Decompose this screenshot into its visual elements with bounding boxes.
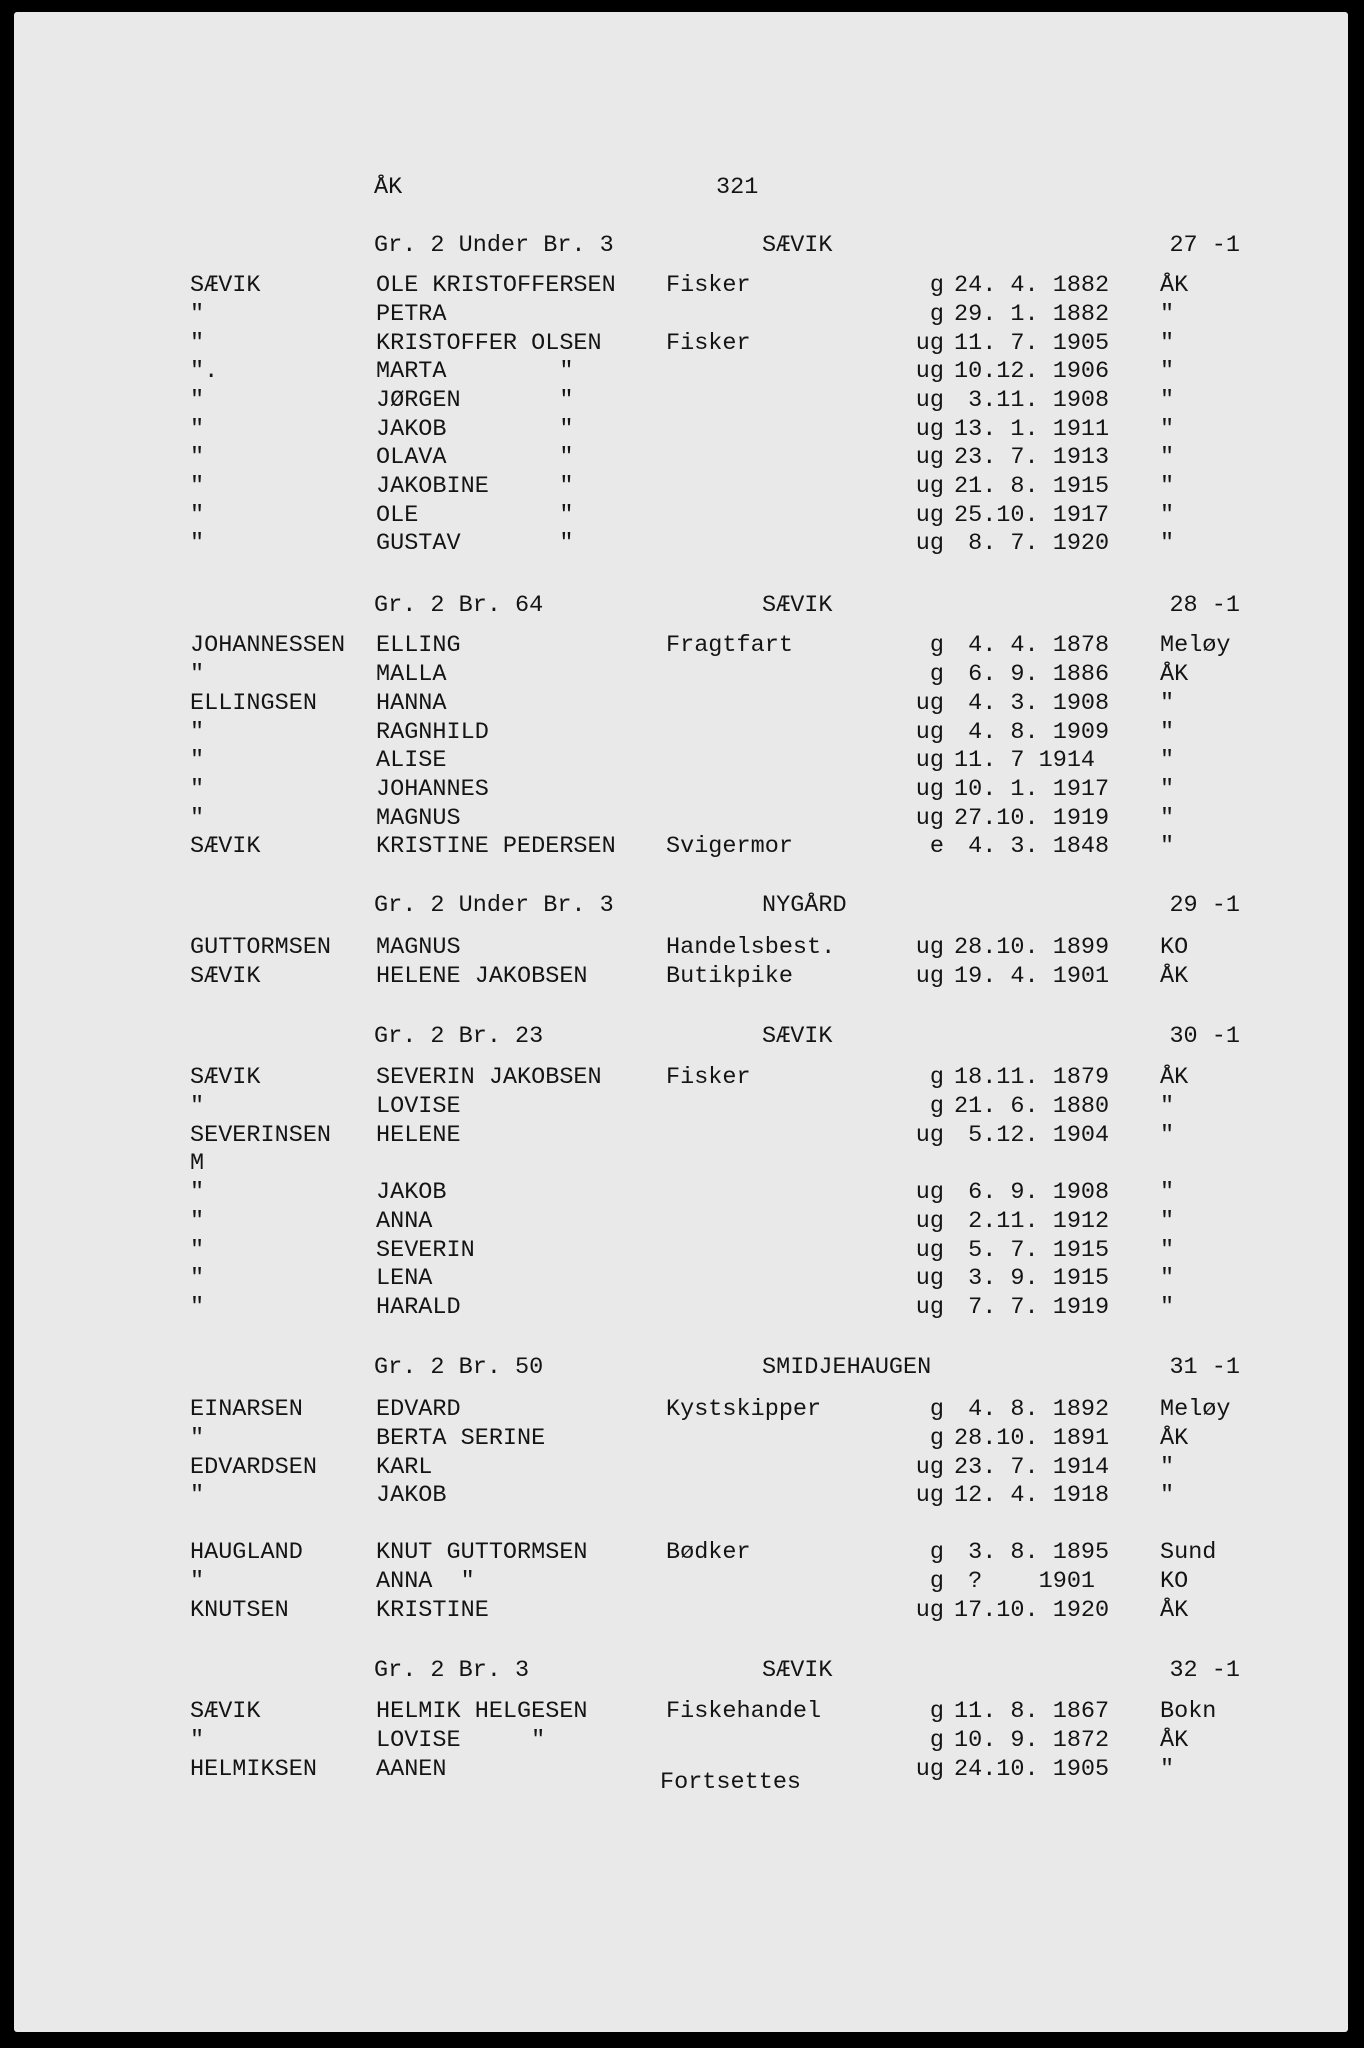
- person-surname: EDVARDSEN: [190, 1454, 317, 1481]
- person-birthplace: ": [1160, 1093, 1175, 1120]
- person-first-name: MARTA ": [376, 358, 574, 385]
- person-birthplace: ": [1160, 301, 1175, 328]
- person-occupation: Fisker: [666, 1064, 751, 1091]
- person-birth-date: 27.10. 1919: [954, 805, 1110, 832]
- person-birth-date: 5.12. 1904: [954, 1122, 1110, 1149]
- person-birth-date: 4. 4. 1878: [954, 632, 1110, 659]
- person-birth-date: 4. 3. 1848: [954, 833, 1110, 860]
- person-first-name: ELLING: [376, 632, 461, 659]
- footer-continues: Fortsettes: [660, 1769, 802, 1796]
- household-place: SÆVIK: [762, 1657, 833, 1684]
- person-birth-date: 4. 8. 1909: [954, 719, 1110, 746]
- person-first-name: EDVARD: [376, 1396, 461, 1423]
- person-surname: ": [190, 661, 205, 688]
- person-surname: ELLINGSEN: [190, 690, 317, 717]
- person-birth-date: 29. 1. 1882: [954, 301, 1110, 328]
- person-birthplace: ": [1160, 530, 1175, 557]
- person-birthplace: ÅK: [1160, 661, 1189, 688]
- person-birth-date: 11. 7 1914: [954, 747, 1096, 774]
- person-surname: SÆVIK: [190, 272, 261, 299]
- person-birth-date: 13. 1. 1911: [954, 416, 1110, 443]
- household-group: Gr. 2 Under Br. 3: [374, 232, 614, 259]
- person-surname: ": [190, 330, 205, 357]
- person-first-name: KRISTINE PEDERSEN: [376, 833, 616, 860]
- document-page: ÅK 321 Gr. 2 Under Br. 3 SÆVIK 1- 27 SÆVIK OLE KRISTOFFERSEN Fisker g 24. 4. 1882 ÅK " PETRA g 29. 1. 1882 " " KRISTOFFER OLSEN Fisker ug 11. 7. 1905 " ". MARTA " ug 10.12. 1906 " " JØRGEN " ug 3.11. 1908 " " JAKOB " ug 13. 1. 1911 " " OLAVA " ug 23. 7. 1913 " " JAKOBINE " ug 21. 8. 1915 " " OLE " ug 25.10. 1917 " " GUSTAV " ug 8. 7. 1920 " Gr. 2 Br. 64 SÆVIK 1- 28 JOHANNESSEN ELLING Fragtfart g 4. 4. 1878 Meløy " MALLA g 6. 9. 1886 ÅK ELLINGSEN HANNA ug 4. 3. 1908 " " RAGNHILD ug 4. 8. 1909 " " ALISE ug 11. 7 1914 " " JOHANNES ug 10. 1. 1917 " " MAGNUS ug 27.10. 1919 " SÆVIK KRISTINE PEDERSEN Svigermor e 4. 3. 1848 " Gr. 2 Under Br. 3 NYGÅRD 1- 29 GUTTORMSEN MAGNUS Handelsbest. ug 28.10. 1899 KO SÆVIK HELENE JAKOBSEN Butikpike ug 19. 4. 1901 ÅK Gr. 2 Br. 23 SÆVIK 1- 30 SÆVIK SEVERIN JAKOBSEN Fisker g 18.11. 1879 ÅK " LOVISE g 21. 6. 1880 " SEVERINSEN M HELENE ug 5.12. 1904 " " JAKOB ug 6. 9. 1908 " " ANNA ug 2.11. 1912 " " SEVERIN ug 5. 7. 1915 " " LENA ug 3. 9. 1915 " " HARALD ug 7. 7. 1919 " Gr. 2 Br. 50 SMIDJEHAUGEN 1- 31 EINARSEN EDVARD Kystskipper g 4. 8. 1892 Meløy " BERTA SERINE g 28.10. 1891 ÅK EDVARDSEN KARL ug 23. 7. 1914 " " JAKOB ug 12. 4. 1918 " HAUGLAND KNUT GUTTORMSEN Bødker g 3. 8. 1895 Sund " ANNA " g ? 1901 KO KNUTSEN KRISTINE ug 17.10. 1920 ÅK Gr. 2 Br. 3 SÆVIK 1- 32 SÆVIK HELMIK HELGESEN Fiskehandel g 11. 8. 1867 Bokn " LOVISE " g 10. 9. 1872 ÅK HELMIKSEN AANEN ug 24.10. 1905 " Fortsettes: [14, 12, 1348, 2032]
- person-birth-date: 24.10. 1905: [954, 1756, 1110, 1783]
- person-first-name: HELENE JAKOBSEN: [376, 963, 588, 990]
- person-surname: ".: [190, 358, 219, 385]
- person-surname: ": [190, 776, 205, 803]
- person-birth-date: 24. 4. 1882: [954, 272, 1110, 299]
- person-birth-date: ? 1901: [954, 1568, 1096, 1595]
- person-occupation: Fiskehandel: [666, 1698, 822, 1725]
- person-first-name: ANNA ": [376, 1568, 475, 1595]
- person-birthplace: ÅK: [1160, 1597, 1189, 1624]
- person-surname: ": [190, 1482, 205, 1509]
- person-first-name: MAGNUS: [376, 805, 461, 832]
- person-first-name: OLAVA ": [376, 444, 574, 471]
- person-first-name: GUSTAV ": [376, 530, 574, 557]
- person-birthplace: ": [1160, 1179, 1175, 1206]
- person-birth-date: 23. 7. 1913: [954, 444, 1110, 471]
- person-surname: ": [190, 1208, 205, 1235]
- person-birthplace: ÅK: [1160, 1425, 1189, 1452]
- person-surname: ": [190, 444, 205, 471]
- person-birth-date: 7. 7. 1919: [954, 1294, 1110, 1321]
- person-surname: SEVERINSEN M: [190, 1122, 332, 1177]
- household-place: SMIDJEHAUGEN: [762, 1354, 932, 1381]
- person-first-name: JAKOB: [376, 1482, 447, 1509]
- person-birth-date: 5. 7. 1915: [954, 1237, 1110, 1264]
- person-surname: ": [190, 387, 205, 414]
- person-first-name: SEVERIN: [376, 1237, 475, 1264]
- person-surname: SÆVIK: [190, 963, 261, 990]
- person-birthplace: ": [1160, 416, 1175, 443]
- person-birthplace: Bokn: [1160, 1698, 1217, 1725]
- parish-heading: ÅK: [374, 174, 403, 201]
- person-first-name: LOVISE: [376, 1093, 461, 1120]
- person-first-name: KARL: [376, 1454, 433, 1481]
- household-place: NYGÅRD: [762, 892, 847, 919]
- person-surname: ": [190, 1727, 205, 1754]
- household-place: SÆVIK: [762, 1023, 833, 1050]
- person-birth-date: 23. 7. 1914: [954, 1454, 1110, 1481]
- person-birth-date: 28.10. 1899: [954, 934, 1110, 961]
- person-first-name: JAKOBINE ": [376, 473, 574, 500]
- person-birthplace: ÅK: [1160, 1727, 1189, 1754]
- person-surname: EINARSEN: [190, 1396, 303, 1423]
- person-first-name: KRISTOFFER OLSEN: [376, 330, 602, 357]
- person-occupation: Fisker: [666, 330, 751, 357]
- person-surname: GUTTORMSEN: [190, 934, 332, 961]
- person-first-name: JAKOB ": [376, 416, 574, 443]
- person-surname: ": [190, 1568, 205, 1595]
- person-first-name: LENA: [376, 1265, 433, 1292]
- person-first-name: MALLA: [376, 661, 447, 688]
- person-birth-date: 17.10. 1920: [954, 1597, 1110, 1624]
- person-birth-date: 11. 8. 1867: [954, 1698, 1110, 1725]
- person-first-name: BERTA SERINE: [376, 1425, 546, 1452]
- person-first-name: RAGNHILD: [376, 719, 489, 746]
- person-birthplace: KO: [1160, 934, 1189, 961]
- person-birth-date: 4. 3. 1908: [954, 690, 1110, 717]
- person-birth-date: 4. 8. 1892: [954, 1396, 1110, 1423]
- person-birthplace: ": [1160, 1237, 1175, 1264]
- person-occupation: Butikpike: [666, 963, 793, 990]
- person-surname: ": [190, 1265, 205, 1292]
- person-surname: ": [190, 747, 205, 774]
- person-first-name: ANNA: [376, 1208, 433, 1235]
- person-surname: ": [190, 805, 205, 832]
- person-birth-date: 2.11. 1912: [954, 1208, 1110, 1235]
- person-birthplace: ": [1160, 1454, 1175, 1481]
- household-group: Gr. 2 Br. 3: [374, 1657, 530, 1684]
- person-first-name: KRISTINE: [376, 1597, 489, 1624]
- person-birthplace: ": [1160, 444, 1175, 471]
- person-surname: HELMIKSEN: [190, 1756, 317, 1783]
- person-first-name: PETRA: [376, 301, 447, 328]
- person-birthplace: KO: [1160, 1568, 1189, 1595]
- person-surname: ": [190, 502, 205, 529]
- person-birth-date: 3. 9. 1915: [954, 1265, 1110, 1292]
- person-occupation: Handelsbest.: [666, 934, 836, 961]
- person-first-name: JAKOB: [376, 1179, 447, 1206]
- person-first-name: LOVISE ": [376, 1727, 546, 1754]
- person-birth-date: 6. 9. 1886: [954, 661, 1110, 688]
- person-birth-date: 21. 8. 1915: [954, 473, 1110, 500]
- person-birthplace: ": [1160, 358, 1175, 385]
- household-place: SÆVIK: [762, 592, 833, 619]
- person-first-name: HANNA: [376, 690, 447, 717]
- person-birth-date: 3.11. 1908: [954, 387, 1110, 414]
- person-birth-date: 10. 1. 1917: [954, 776, 1110, 803]
- person-first-name: KNUT GUTTORMSEN: [376, 1539, 588, 1566]
- person-first-name: HELENE: [376, 1122, 461, 1149]
- person-birth-date: 21. 6. 1880: [954, 1093, 1110, 1120]
- person-occupation: Kystskipper: [666, 1396, 822, 1423]
- household-group: Gr. 2 Br. 64: [374, 592, 544, 619]
- person-birth-date: 8. 7. 1920: [954, 530, 1110, 557]
- person-surname: ": [190, 1093, 205, 1120]
- person-first-name: AANEN: [376, 1756, 447, 1783]
- person-birthplace: ÅK: [1160, 1064, 1189, 1091]
- person-birth-date: 10.12. 1906: [954, 358, 1110, 385]
- person-birthplace: ": [1160, 776, 1175, 803]
- person-birthplace: Meløy: [1160, 632, 1231, 659]
- person-birthplace: ": [1160, 387, 1175, 414]
- person-surname: ": [190, 1237, 205, 1264]
- person-birthplace: ": [1160, 1294, 1175, 1321]
- person-birthplace: ÅK: [1160, 963, 1189, 990]
- person-surname: JOHANNESSEN: [190, 632, 346, 659]
- person-first-name: SEVERIN JAKOBSEN: [376, 1064, 602, 1091]
- person-surname: ": [190, 530, 205, 557]
- person-birth-date: 6. 9. 1908: [954, 1179, 1110, 1206]
- person-occupation: Bødker: [666, 1539, 751, 1566]
- person-birth-date: 12. 4. 1918: [954, 1482, 1110, 1509]
- person-birthplace: ": [1160, 330, 1175, 357]
- person-first-name: HELMIK HELGESEN: [376, 1698, 588, 1725]
- person-surname: ": [190, 719, 205, 746]
- person-first-name: MAGNUS: [376, 934, 461, 961]
- person-birth-date: 10. 9. 1872: [954, 1727, 1110, 1754]
- person-surname: ": [190, 301, 205, 328]
- person-birth-date: 28.10. 1891: [954, 1425, 1110, 1452]
- person-surname: ": [190, 1294, 205, 1321]
- person-birthplace: ": [1160, 1208, 1175, 1235]
- person-birthplace: ": [1160, 473, 1175, 500]
- person-birthplace: ": [1160, 1265, 1175, 1292]
- household-group: Gr. 2 Br. 23: [374, 1023, 544, 1050]
- person-birthplace: ": [1160, 502, 1175, 529]
- person-first-name: ALISE: [376, 747, 447, 774]
- person-birth-date: 3. 8. 1895: [954, 1539, 1110, 1566]
- person-first-name: OLE KRISTOFFERSEN: [376, 272, 616, 299]
- person-surname: HAUGLAND: [190, 1539, 303, 1566]
- person-birthplace: ": [1160, 833, 1175, 860]
- person-birth-date: 25.10. 1917: [954, 502, 1110, 529]
- household-group: Gr. 2 Br. 50: [374, 1354, 544, 1381]
- person-surname: SÆVIK: [190, 1698, 261, 1725]
- person-surname: SÆVIK: [190, 833, 261, 860]
- person-surname: ": [190, 416, 205, 443]
- person-surname: ": [190, 1179, 205, 1206]
- person-birthplace: ": [1160, 747, 1175, 774]
- person-birthplace: Sund: [1160, 1539, 1217, 1566]
- person-surname: ": [190, 1425, 205, 1452]
- person-surname: SÆVIK: [190, 1064, 261, 1091]
- person-birthplace: ÅK: [1160, 272, 1189, 299]
- person-birth-date: 18.11. 1879: [954, 1064, 1110, 1091]
- person-birthplace: Meløy: [1160, 1396, 1231, 1423]
- person-birthplace: ": [1160, 690, 1175, 717]
- person-birthplace: ": [1160, 805, 1175, 832]
- person-birth-date: 11. 7. 1905: [954, 330, 1110, 357]
- person-occupation: Fisker: [666, 272, 751, 299]
- household-group: Gr. 2 Under Br. 3: [374, 892, 614, 919]
- person-first-name: JOHANNES: [376, 776, 489, 803]
- person-occupation: Fragtfart: [666, 632, 793, 659]
- person-birthplace: ": [1160, 1122, 1175, 1149]
- page-number: 321: [716, 174, 759, 201]
- person-first-name: JØRGEN ": [376, 387, 574, 414]
- person-surname: ": [190, 473, 205, 500]
- person-birth-date: 19. 4. 1901: [954, 963, 1110, 990]
- person-birthplace: ": [1160, 1756, 1175, 1783]
- person-birthplace: ": [1160, 719, 1175, 746]
- person-birthplace: ": [1160, 1482, 1175, 1509]
- household-place: SÆVIK: [762, 232, 833, 259]
- person-surname: KNUTSEN: [190, 1597, 289, 1624]
- person-first-name: HARALD: [376, 1294, 461, 1321]
- person-first-name: OLE ": [376, 502, 574, 529]
- person-occupation: Svigermor: [666, 833, 793, 860]
